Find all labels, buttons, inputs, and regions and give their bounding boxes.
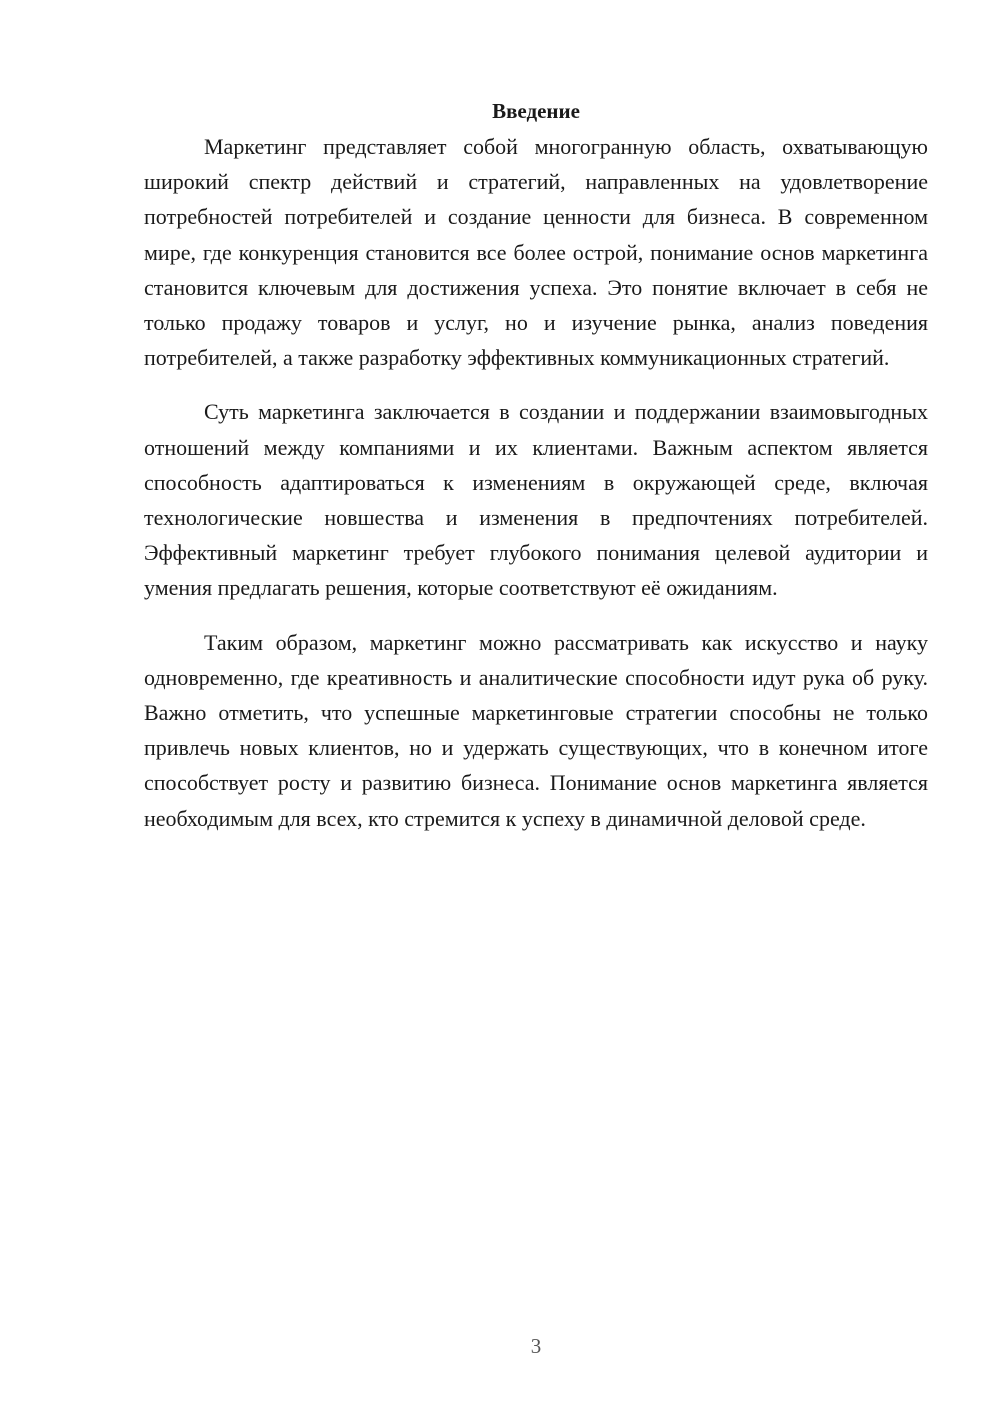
paragraph: Маркетинг представляет собой многогранную область, охватывающую широкий спектр действий и стратегий, направленных на удовлетворение потребностей потребителей и создание ценности для бизнеса. В современном мире, где конкуренция становится все более острой, понимание основ маркетинга становится ключевым для достижения успеха. Это понятие включает в себя не только продажу товаров и услуг, но и изучение рынка, анализ поведения потребителей, а также разработку эффективных коммуникационных стратегий.: [144, 134, 928, 371]
paragraph: Суть маркетинга заключается в создании и поддержании взаимовыгодных отношений между компаниями и их клиентами. Важным аспектом является способность адаптироваться к изменениям в окружающей среде, включая технологические новшества и изменения в предпочтениях потребителей. Эффективный маркетинг требует глубокого понимания целевой аудитории и умения предлагать решения, которые соответствуют её ожиданиям.: [144, 399, 928, 601]
paragraph: Таким образом, маркетинг можно рассматривать как искусство и науку одновременно, где креативность и аналитические способности идут рука об руку. Важно отметить, что успешные маркетинговые стратегии способны не только привлечь новых клиентов, но и удержать существующих, что в конечном итоге способствует росту и развитию бизнеса. Понимание основ маркетинга является необходимым для всех, кто стремится к успеху в динамичной деловой среде.: [144, 629, 928, 831]
page-number: 3: [530, 1334, 542, 1358]
page-content: [144, 94, 928, 855]
section-title: Введение: [492, 99, 580, 123]
